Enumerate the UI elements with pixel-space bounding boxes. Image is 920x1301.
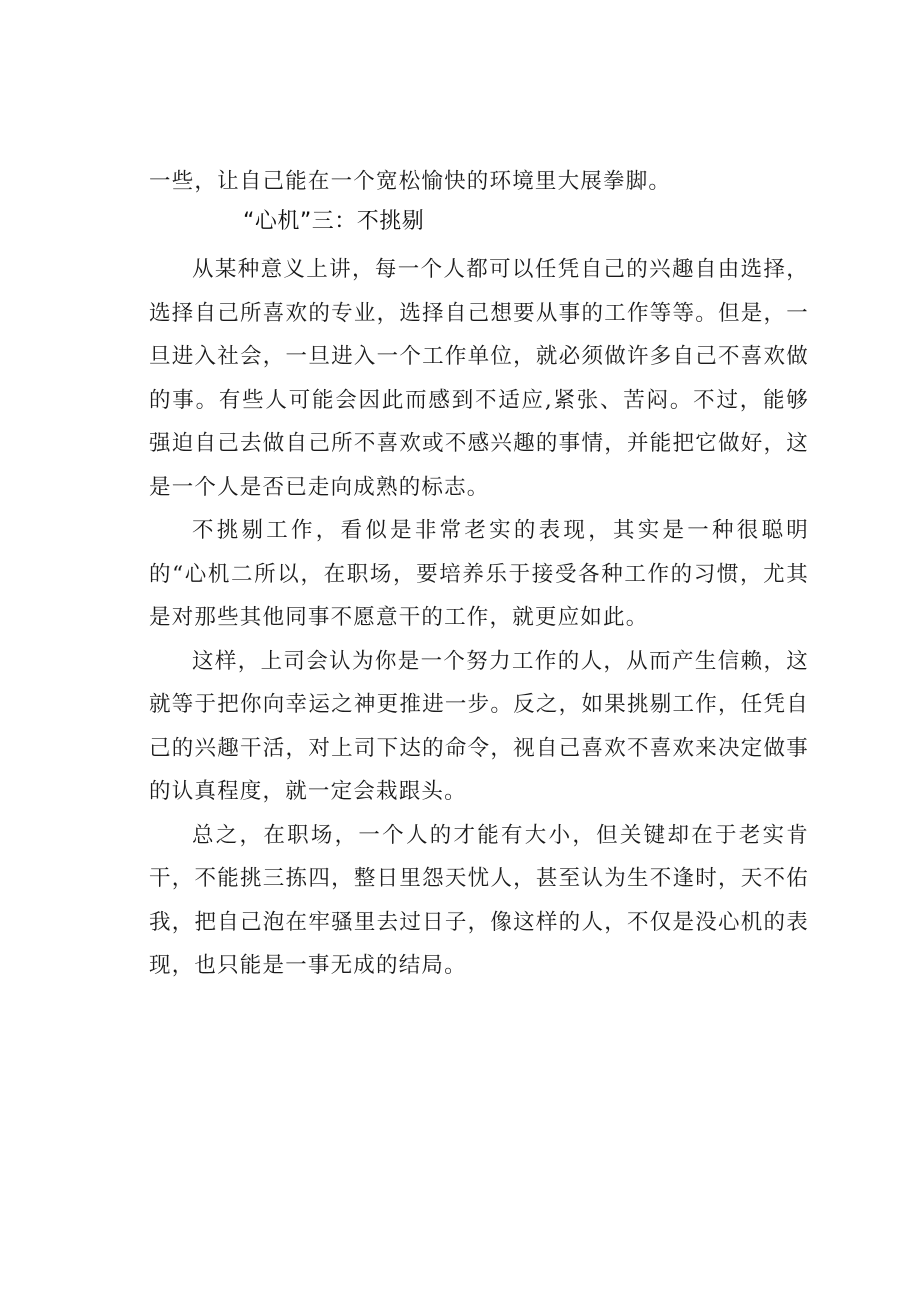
paragraph-4: 总之，在职场，一个人的才能有大小，但关键却在于老实肯干，不能挑三拣四，整日里怨天忧人，甚至认为生不逢时，天不佑我，把自己泡在牢骚里去过日子，像这样的人，不仅是没心机的表现，也只能是一事无成的结局。 [149, 822, 809, 978]
section-heading: “心机”三：不挑剔 [243, 209, 425, 234]
paragraph-2: 不挑剔工作，看似是非常老实的表现，其实是一种很聪明的“心机二所以，在职场，要培养乐于接受各种工作的习惯，尤其是对那些其他同事不愿意干的工作，就更应如此。 [149, 518, 809, 630]
body-text [149, 248, 809, 988]
paragraph-1: 从某种意义上讲，每一个人都可以任凭自己的兴趣自由选择，选择自己所喜欢的专业，选择自己想要从事的工作等等。但是，一旦进入社会，一旦进入一个工作单位，就必须做许多自己不喜欢做的事。有些人可能会因此而感到不适应,紧张、苦闷。不过，能够强迫自己去做自己所不喜欢或不感兴趣的事情，并能把它做好，这是一个人是否已走向成熟的标志。 [149, 257, 809, 500]
continuation-line: 一些，让自己能在一个宽松愉快的环境里大展拳脚。 [149, 169, 672, 194]
paragraph-3: 这样，上司会认为你是一个努力工作的人，从而产生信赖，这就等于把你向幸运之神更推进一步。反之，如果挑剔工作，任凭自己的兴趣干活，对上司下达的命令，视自己喜欢不喜欢来决定做事的认真程度，就一定会栽跟头。 [149, 648, 809, 804]
